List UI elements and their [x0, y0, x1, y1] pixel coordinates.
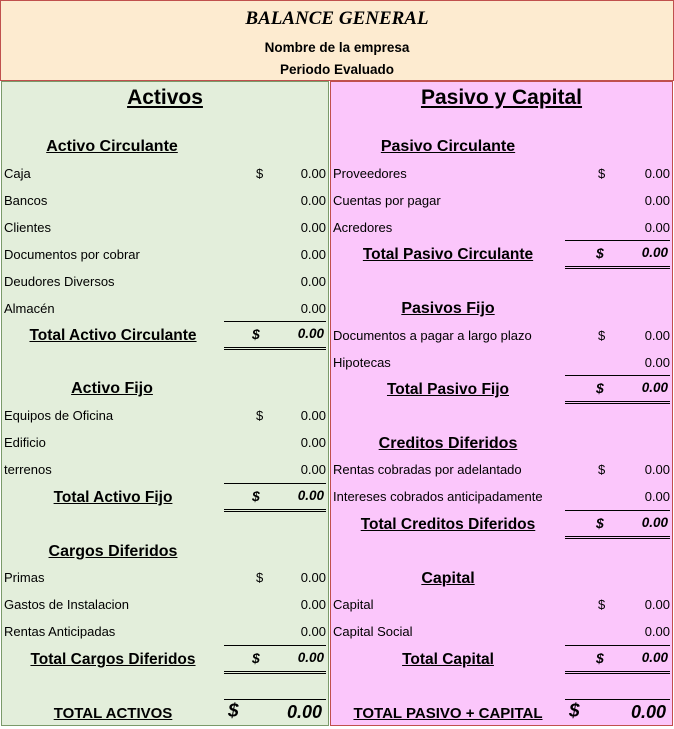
total-amount: 0.00: [297, 326, 324, 341]
table-row[interactable]: [2, 408, 328, 428]
section-title-pasivo-circulante: Pasivo Circulante: [380, 138, 516, 155]
currency-symbol: $: [228, 701, 239, 722]
row-label: Almacén: [4, 301, 55, 316]
table-row[interactable]: [331, 597, 672, 617]
total-label: Total Pasivo Fijo: [386, 381, 509, 398]
table-row[interactable]: [2, 247, 328, 267]
table-row[interactable]: [2, 193, 328, 213]
table-row[interactable]: [2, 301, 328, 321]
total-row[interactable]: [331, 246, 672, 270]
row-amount: 0.00: [644, 220, 670, 235]
table-row[interactable]: [331, 328, 672, 348]
total-label: Total Capital: [402, 651, 494, 668]
liabilities-panel: [330, 81, 673, 726]
row-label: Clientes: [4, 220, 51, 235]
row-label: Acredores: [333, 220, 393, 235]
row-label: Primas: [4, 570, 45, 585]
row-amount: 0.00: [644, 624, 670, 639]
row-amount: 0.00: [300, 301, 326, 316]
row-label: Gastos de Instalacion: [4, 597, 130, 612]
grand-total-amount: 0.00: [286, 702, 322, 722]
currency-symbol: $: [252, 488, 260, 504]
section-title-activo-circulante: Activo Circulante: [46, 138, 178, 155]
sheet-header: [0, 0, 674, 81]
row-label: Edificio: [4, 435, 46, 450]
currency-symbol: $: [598, 328, 606, 343]
section-title-pasivos-fijo: Pasivos Fijo: [401, 300, 495, 317]
sheet-title: BALANCE GENERAL: [245, 8, 429, 29]
row-amount: 0.00: [300, 570, 326, 585]
table-row[interactable]: [331, 166, 672, 186]
row-amount: 0.00: [300, 247, 326, 262]
grand-total-row[interactable]: [2, 701, 328, 729]
total-amount: 0.00: [641, 245, 668, 260]
row-label: Deudores Diversos: [4, 274, 115, 289]
currency-symbol: $: [256, 166, 264, 181]
row-amount: 0.00: [644, 193, 670, 208]
table-row[interactable]: [331, 193, 672, 213]
row-label: Documentos a pagar a largo plazo: [333, 328, 532, 343]
table-row[interactable]: [331, 489, 672, 509]
row-label: Hipotecas: [333, 355, 391, 370]
row-label: terrenos: [4, 462, 52, 477]
row-amount: 0.00: [644, 328, 670, 343]
total-row[interactable]: [331, 381, 672, 405]
section-title-creditos-diferidos: Creditos Diferidos: [378, 435, 518, 452]
total-amount: 0.00: [297, 650, 324, 665]
row-label: Cuentas por pagar: [333, 193, 441, 208]
table-row[interactable]: [2, 624, 328, 644]
row-amount: 0.00: [644, 489, 670, 504]
total-label: Total Activo Fijo: [53, 489, 173, 506]
row-label: Rentas cobradas por adelantado: [333, 462, 522, 477]
total-label: Total Pasivo Circulante: [362, 246, 534, 263]
total-row[interactable]: [2, 327, 328, 351]
liabilities-title: Pasivo y Capital: [420, 86, 583, 109]
total-label: Total Creditos Diferidos: [360, 516, 536, 533]
currency-symbol: $: [596, 245, 604, 261]
currency-symbol: $: [596, 650, 604, 666]
currency-symbol: $: [598, 462, 606, 477]
total-row[interactable]: [2, 489, 328, 513]
section-title-activo-fijo: Activo Fijo: [71, 380, 153, 397]
table-row[interactable]: [2, 570, 328, 590]
row-label: Bancos: [4, 193, 48, 208]
table-row[interactable]: [331, 462, 672, 482]
assets-title: Activos: [127, 86, 203, 109]
row-amount: 0.00: [644, 166, 670, 181]
total-amount: 0.00: [641, 515, 668, 530]
row-amount: 0.00: [300, 435, 326, 450]
currency-symbol: $: [596, 380, 604, 396]
table-row[interactable]: [2, 220, 328, 240]
total-row[interactable]: [331, 516, 672, 540]
assets-panel: [1, 81, 329, 726]
row-label: Proveedores: [333, 166, 407, 181]
row-label: Rentas Anticipadas: [4, 624, 116, 639]
table-row[interactable]: [2, 462, 328, 482]
row-label: Capital Social: [333, 624, 413, 639]
row-label: Capital: [333, 597, 374, 612]
table-row[interactable]: [2, 274, 328, 294]
table-row[interactable]: [331, 624, 672, 644]
row-label: Equipos de Oficina: [4, 408, 114, 423]
total-amount: 0.00: [641, 650, 668, 665]
currency-symbol: $: [252, 326, 260, 342]
currency-symbol: $: [596, 515, 604, 531]
row-amount: 0.00: [300, 624, 326, 639]
currency-symbol: $: [256, 408, 264, 423]
total-row[interactable]: [2, 651, 328, 675]
table-row[interactable]: [2, 597, 328, 617]
total-amount: 0.00: [297, 488, 324, 503]
table-row[interactable]: [331, 220, 672, 240]
row-amount: 0.00: [300, 462, 326, 477]
section-title-cargos-diferidos: Cargos Diferidos: [48, 543, 178, 560]
currency-symbol: $: [569, 701, 580, 722]
row-amount: 0.00: [644, 355, 670, 370]
row-amount: 0.00: [300, 193, 326, 208]
grand-total-amount: 0.00: [630, 702, 666, 722]
company-name: Nombre de la empresa: [264, 40, 410, 55]
row-label: Documentos por cobrar: [4, 247, 140, 262]
row-label: Intereses cobrados anticipadamente: [333, 489, 543, 504]
total-label: Total Cargos Diferidos: [30, 651, 196, 668]
total-row[interactable]: [331, 651, 672, 675]
row-amount: 0.00: [644, 597, 670, 612]
table-row[interactable]: [2, 435, 328, 455]
grand-total-row[interactable]: [331, 701, 672, 729]
row-amount: 0.00: [300, 597, 326, 612]
row-amount: 0.00: [300, 220, 326, 235]
table-row[interactable]: [2, 166, 328, 186]
currency-symbol: $: [252, 650, 260, 666]
grand-total-label: TOTAL PASIVO + CAPITAL: [353, 705, 543, 722]
row-label: Caja: [4, 166, 31, 181]
total-amount: 0.00: [641, 380, 668, 395]
currency-symbol: $: [598, 597, 606, 612]
row-amount: 0.00: [300, 166, 326, 181]
row-amount: 0.00: [300, 408, 326, 423]
currency-symbol: $: [598, 166, 606, 181]
section-title-capital: Capital: [421, 570, 475, 587]
table-row[interactable]: [331, 355, 672, 375]
row-amount: 0.00: [300, 274, 326, 289]
currency-symbol: $: [256, 570, 264, 585]
row-amount: 0.00: [644, 462, 670, 477]
grand-total-label: TOTAL ACTIVOS: [53, 705, 173, 722]
total-label: Total Activo Circulante: [29, 327, 197, 344]
period-label: Periodo Evaluado: [279, 62, 395, 77]
